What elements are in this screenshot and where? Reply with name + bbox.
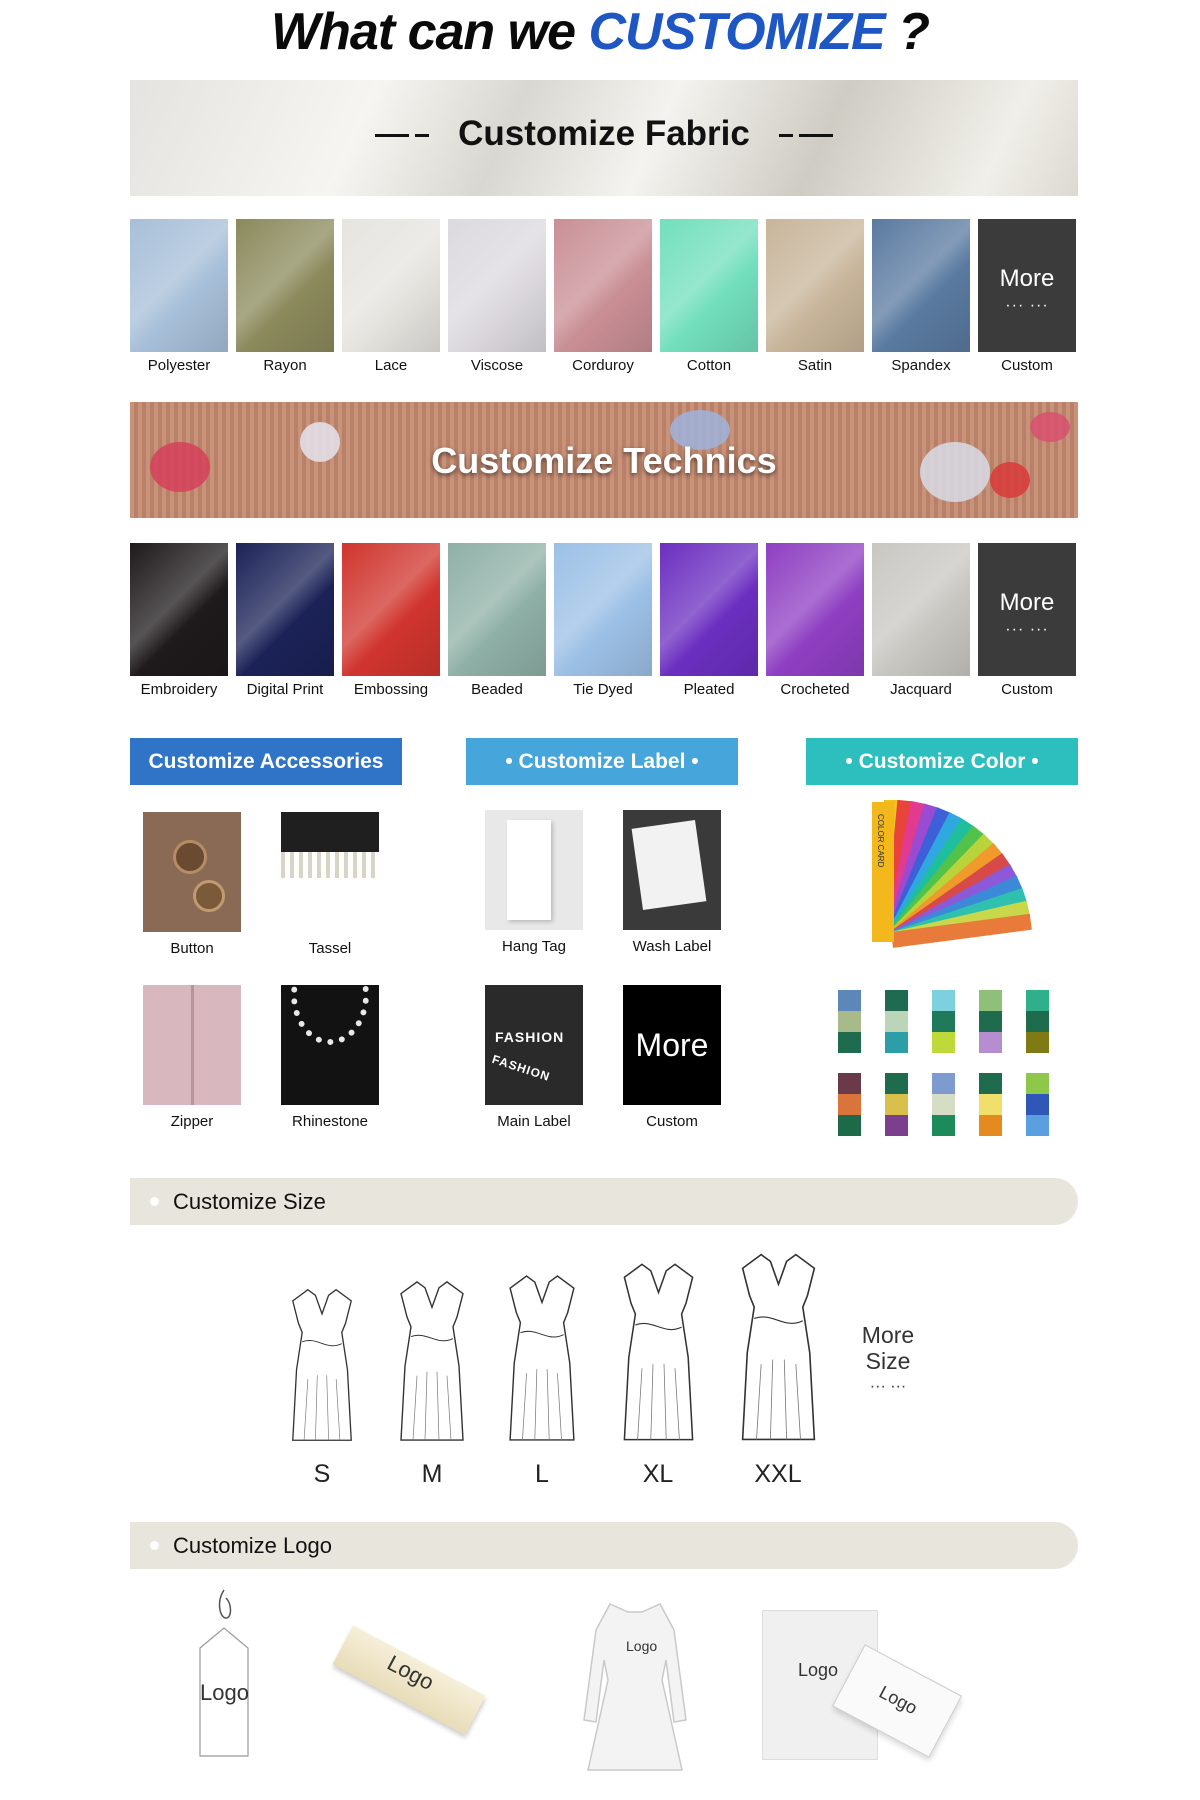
fabric-tile[interactable] [554, 219, 652, 374]
technics-swatch [342, 543, 440, 676]
fabric-tile[interactable] [978, 219, 1076, 374]
accessory-label: Rhinestone [292, 1113, 368, 1130]
bullet-icon [150, 1197, 159, 1206]
technics-more-label: More [999, 589, 1055, 616]
color-swatch [885, 1032, 908, 1053]
technics-label: Digital Print [246, 681, 324, 698]
size-label: XXL [754, 1460, 802, 1488]
technics-tile[interactable] [766, 543, 864, 698]
technics-more-swatch [978, 543, 1076, 676]
color-fan-graphic [866, 800, 1046, 960]
fabric-tile[interactable] [766, 219, 864, 374]
dress-logo-text: Logo [626, 1638, 658, 1654]
more-size [848, 1322, 928, 1400]
color-swatch [838, 1115, 861, 1136]
fabric-label: Lace [374, 357, 408, 374]
dress-icon [570, 1600, 700, 1780]
rhinestone-necklace [291, 985, 369, 1045]
color-swatch [1026, 1032, 1049, 1053]
accessories-heading: Customize Accessories [130, 738, 402, 785]
zipper-line [191, 985, 194, 1105]
size-heading-bar [130, 1178, 1078, 1225]
label-main-label [484, 985, 584, 1130]
color-swatch [838, 1032, 861, 1053]
button-icon [173, 840, 207, 874]
button-icon [193, 880, 225, 912]
color-swatch [979, 1094, 1002, 1115]
fabric-swatch [130, 219, 228, 352]
technics-tile[interactable] [130, 543, 228, 698]
technics-swatch [660, 543, 758, 676]
fabric-label: Spandex [891, 357, 951, 374]
size-dress-sketch [620, 1260, 697, 1444]
technics-banner [130, 402, 1078, 518]
size-dress-sketch [289, 1286, 355, 1444]
button-photo [143, 812, 241, 932]
fabric-label: Polyester [147, 357, 211, 374]
size-heading: Customize Size [173, 1189, 326, 1214]
fabric-banner-title: Customize Fabric [458, 114, 750, 153]
accessory-zipper [142, 985, 242, 1130]
fabric-tile[interactable] [660, 219, 758, 374]
technics-tile[interactable] [342, 543, 440, 698]
size-label: XL [642, 1460, 674, 1488]
hang-tag-logo-text: Logo [200, 1680, 249, 1705]
technics-swatch [554, 543, 652, 676]
technics-tile[interactable] [872, 543, 970, 698]
page-title [0, 2, 1200, 62]
size-label: S [313, 1460, 331, 1488]
technics-swatch [766, 543, 864, 676]
label-caption: Custom [646, 1113, 698, 1130]
rhinestone-photo [281, 985, 379, 1105]
color-swatch [932, 990, 955, 1011]
size-dress-sketch [506, 1272, 578, 1444]
logo-hang-tag [190, 1588, 260, 1758]
ribbon-logo-text: Logo [383, 1650, 439, 1696]
zipper-photo [143, 985, 241, 1105]
fabric-label: Custom [1001, 357, 1053, 374]
color-swatch [1026, 1094, 1049, 1115]
main-label-text: FASHION [490, 1052, 553, 1084]
label-caption: Wash Label [632, 938, 712, 955]
tassel-fabric [281, 812, 379, 852]
pouch-logo-text: Logo [875, 1681, 921, 1719]
accessory-label: Button [170, 940, 214, 957]
fabric-tile-row [130, 219, 1078, 381]
logo-bag [762, 1610, 962, 1770]
color-swatch [979, 1032, 1002, 1053]
color-swatch [979, 1011, 1002, 1032]
color-swatch [885, 1094, 908, 1115]
fabric-label: Viscose [470, 357, 524, 374]
fabric-tile[interactable] [448, 219, 546, 374]
technics-label: Pleated [683, 681, 735, 698]
technics-more-dots: ··· ··· [1005, 621, 1049, 638]
size-dress-sketch [397, 1278, 467, 1444]
color-swatch [979, 1115, 1002, 1136]
technics-tile[interactable] [978, 543, 1076, 698]
fabric-more-label: More [999, 265, 1055, 292]
label-caption: Hang Tag [502, 938, 566, 955]
flower-decoration [1030, 412, 1070, 442]
fabric-swatch [342, 219, 440, 352]
main-label-text: FASHION [495, 1029, 565, 1045]
title-highlight: CUSTOMIZE [588, 3, 885, 61]
wash-label-photo [623, 810, 721, 930]
fabric-more-dots: ··· ··· [1005, 297, 1049, 314]
title-lead: What can we [271, 3, 575, 61]
color-swatch [885, 990, 908, 1011]
wash-label-card [632, 820, 707, 910]
color-swatch [838, 1094, 861, 1115]
dash-right-short [779, 134, 793, 137]
technics-tile-row [130, 543, 1078, 705]
label-hang-tag [484, 810, 584, 955]
color-swatch [1026, 1011, 1049, 1032]
fabric-swatch [236, 219, 334, 352]
fabric-banner-title-wrap [130, 114, 1078, 154]
color-swatch [885, 1073, 908, 1094]
fabric-swatch [448, 219, 546, 352]
color-swatch [1026, 1115, 1049, 1136]
color-swatch [838, 1011, 861, 1032]
fabric-banner [130, 80, 1078, 196]
bullet-icon [150, 1541, 159, 1550]
fabric-tile[interactable] [236, 219, 334, 374]
color-card-text: COLOR CARD [876, 814, 885, 868]
more-size-line1: More [861, 1322, 915, 1348]
label-more[interactable] [622, 985, 722, 1130]
label-more-tile[interactable]: More [623, 985, 721, 1105]
tassel-photo [281, 812, 379, 932]
fabric-label: Rayon [263, 357, 307, 374]
technics-tile[interactable] [554, 543, 652, 698]
technics-swatch [872, 543, 970, 676]
size-label: M [421, 1460, 443, 1488]
accessory-tassel [280, 812, 380, 957]
more-size-dots: ··· ··· [869, 1378, 907, 1395]
fabric-tile[interactable] [130, 219, 228, 374]
more-size-line2: Size [865, 1348, 911, 1374]
logo-heading: Customize Logo [173, 1533, 332, 1558]
dash-left-short [415, 134, 429, 137]
hang-tag-icon [190, 1588, 260, 1758]
color-swatch [932, 1115, 955, 1136]
accessory-label: Tassel [308, 940, 352, 957]
size-dress-row [0, 1250, 1200, 1490]
technics-label: Beaded [471, 681, 523, 698]
fabric-label: Corduroy [572, 357, 634, 374]
color-swatch [979, 1073, 1002, 1094]
color-swatch [838, 990, 861, 1011]
color-swatch [932, 1011, 955, 1032]
color-swatch [1026, 1073, 1049, 1094]
fabric-label: Cotton [686, 357, 732, 374]
technics-label: Jacquard [890, 681, 952, 698]
accessory-rhinestone [280, 985, 380, 1130]
size-label: L [535, 1460, 549, 1488]
label-wash-label [622, 810, 722, 955]
bag-logo-text: Logo [798, 1660, 839, 1680]
color-swatch [932, 1073, 955, 1094]
technics-label: Crocheted [780, 681, 850, 698]
hang-tag-card [507, 820, 551, 920]
fabric-tile[interactable] [872, 219, 970, 374]
dash-left-long [375, 134, 409, 137]
technics-banner-title: Customize Technics [431, 440, 777, 481]
technics-label: Custom [1001, 681, 1053, 698]
color-card-fan [866, 800, 1046, 960]
tassel-beads [281, 852, 379, 878]
technics-label: Embossing [353, 681, 429, 698]
technics-swatch [130, 543, 228, 676]
fabric-swatch [554, 219, 652, 352]
logo-heading-bar [130, 1522, 1078, 1569]
color-heading: • Customize Color • [806, 738, 1078, 785]
fabric-swatch [872, 219, 970, 352]
technics-label: Tie Dyed [573, 681, 633, 698]
technics-swatch [236, 543, 334, 676]
hang-tag-photo [485, 810, 583, 930]
technics-tile[interactable] [660, 543, 758, 698]
logo-ribbon [334, 1630, 484, 1720]
size-dress-sketch [738, 1250, 819, 1444]
main-label-photo [485, 985, 583, 1105]
color-swatch [885, 1011, 908, 1032]
technics-label: Embroidery [140, 681, 218, 698]
technics-swatch [448, 543, 546, 676]
color-swatch-grid [838, 990, 1068, 1140]
fabric-swatch [766, 219, 864, 352]
fabric-tile[interactable] [342, 219, 440, 374]
label-caption: Main Label [497, 1113, 571, 1130]
title-end: ? [898, 3, 929, 61]
fabric-swatch [660, 219, 758, 352]
color-swatch [932, 1032, 955, 1053]
dash-right-long [799, 134, 833, 137]
fabric-label: Satin [797, 357, 833, 374]
logo-dress [570, 1600, 700, 1780]
color-swatch [979, 990, 1002, 1011]
accessory-label: Zipper [170, 1113, 214, 1130]
color-swatch [932, 1094, 955, 1115]
color-swatch [885, 1115, 908, 1136]
technics-tile[interactable] [236, 543, 334, 698]
label-heading: • Customize Label • [466, 738, 738, 785]
color-swatch [1026, 990, 1049, 1011]
technics-tile[interactable] [448, 543, 546, 698]
color-swatch [838, 1073, 861, 1094]
fabric-more-swatch [978, 219, 1076, 352]
accessory-button [142, 812, 242, 957]
